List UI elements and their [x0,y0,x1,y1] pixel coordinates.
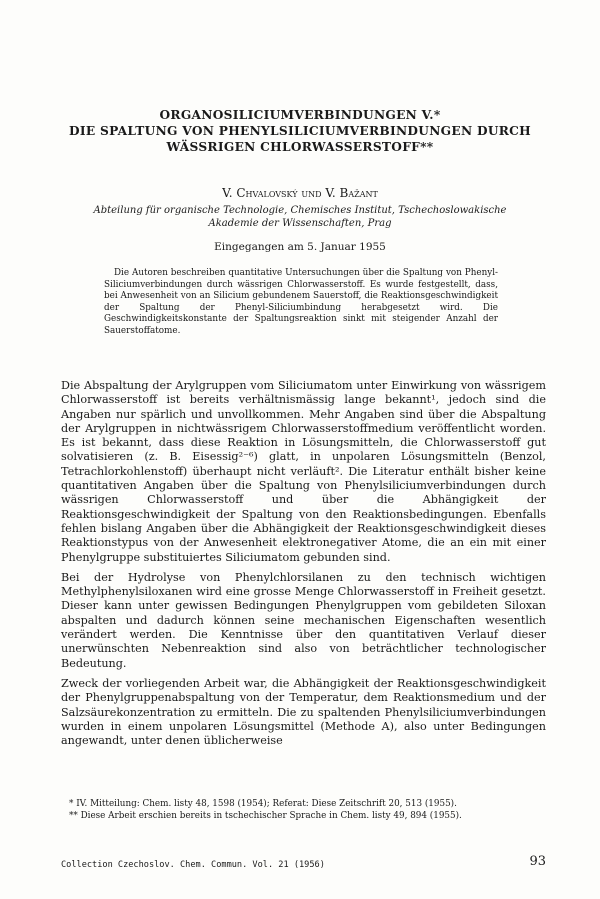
paragraph: Bei der Hydrolyse von Phenylchlorsilanen zu den technisch wichtigen Methylphenylsiloxanen wird eine grosse Menge Chlorwasserstoff in Freiheit gesetzt. Dieser kann unter gewissen Bedingungen Phenylgruppen vom gebildeten Siloxan abspalten und dadurch können seine mechanischen Eigenschaften wesentlich verändert werden. Die Kenntnisse über den quantitativen Verlauf dieser unerwünschten Nebenreaktion sind also von beträchtlicher technologischer Bedeutung. [61,570,546,670]
title-line: ORGANOSILICIUMVERBINDUNGEN V.* [159,108,441,122]
journal-footer: Collection Czechoslov. Chem. Commun. Vol. 21 (1956) [61,860,325,870]
affiliation [70,204,530,230]
title-line: WÄSSRIGEN CHLORWASSERSTOFF** [166,140,434,154]
paragraph: Die Abspaltung der Arylgruppen vom Siliciumatom unter Einwirkung von wässrigem Chlorwasserstoff ist bereits verhältnismässig lange bekannt¹, jedoch sind die Angaben nur spärlich und unvollkommen. Mehr Angaben sind über die Abspaltung der Arylgruppen in nichtwässrigem Chlorwasserstoffmedium veröffentlicht worden. Es ist bekannt, dass diese Reaktion in Lösungsmitteln, die Chlorwasserstoff gut solvatisieren (z. B. Eisessig²⁻⁶) glatt, in unpolaren Lösungsmitteln (Benzol, Tetrachlorkohlenstoff) überhaupt nicht verläuft². Die Literatur enthält bisher keine quantitativen Angaben über die Spaltung von Phenylsiliciumverbindungen durch wässrigen Chlorwasserstoff und über die Abhängigkeit der Reaktionsgeschwindigkeit der Spaltung von den Reaktionsbedingungen. Ebenfalls fehlen bislang Angaben über die Abhängigkeit der Reaktionsgeschwindigkeit dieses Reaktionstypus von der Anwesenheit elektronegativer Atome, die an ein mit einer Phenylgruppe substituiertes Siliciumatom gebunden sind. [61,379,546,564]
footnote: * IV. Mitteilung: Chem. listy 48, 1598 (1954); Referat: Diese Zeitschrift 20, 513 (1955). [69,799,457,809]
affiliation-line: Abteilung für organische Technologie, Chemisches Institut, Tschechoslowakische [93,205,507,216]
page-number: 93 [529,854,546,869]
body-text [61,379,546,754]
footnote: ** Diese Arbeit erschien bereits in tschechischer Sprache in Chem. listy 49, 894 (1955). [69,810,462,821]
authors: V. Chvalovský und V. Bažant [222,186,378,200]
article-title [40,107,560,155]
abstract: Die Autoren beschreiben quantitative Untersuchungen über die Spaltung von Phenyl-Siliciumverbindungen durch wässrigen Chlorwasserstoff. Es wurde festgestellt, dass, bei Anwesenheit von an Silicium gebundenem Sauerstoff, die Reaktionsgeschwindigkeit der Spaltung der Phenyl-Siliciumbindung herabgesetzt wird. Die Geschwindigkeitskonstante der Spaltungsreaktion sinkt mit steigender Anzahl der Sauerstoffatome. [104,268,498,336]
paragraph: Zweck der vorliegenden Arbeit war, die Abhängigkeit der Reaktionsgeschwindigkeit der Phenylgruppenabspaltung von der Temperatur, dem Reaktionsmedium und der Salzsäurekonzentration zu ermitteln. Die zu spaltenden Phenylsiliciumverbindungen wurden in einem unpolaren Lösungsmittel (Methode A), also unter Bedingungen angewandt, unter denen üblicherweise [61,676,546,748]
title-line: DIE SPALTUNG VON PHENYLSILICIUMVERBINDUNGEN DURCH [69,124,531,138]
affiliation-line: Akademie der Wissenschaften, Prag [208,218,392,229]
received-date: Eingegangen am 5. Januar 1955 [214,241,386,253]
footnotes [61,799,546,822]
